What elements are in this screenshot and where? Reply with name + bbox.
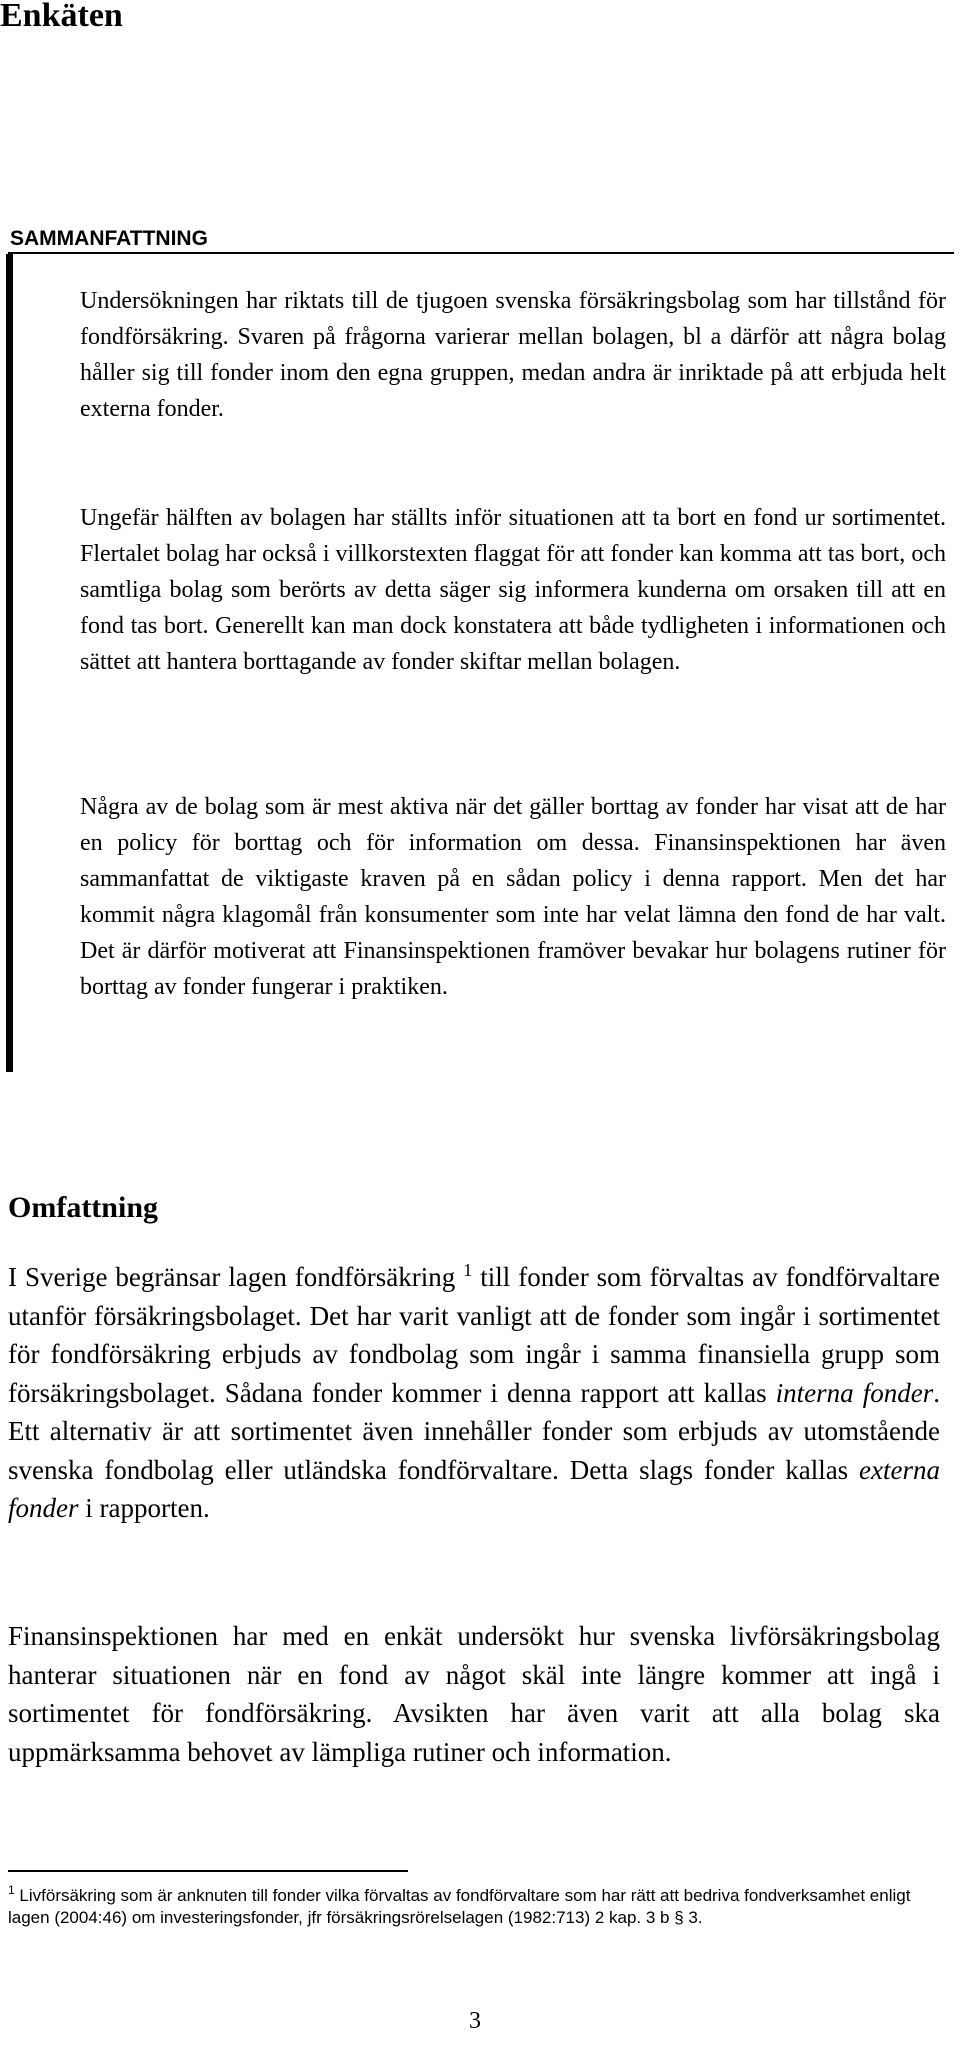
page-number: 3	[469, 2008, 481, 2034]
summary-paragraph-1: Undersökningen har riktats till de tjugoen svenska försäkringsbolag som har tillstånd för fondförsäkring. Svaren på frågorna varierar mellan bolagen, bl a därför att några bolag håller sig till fonder inom den egna gruppen, medan andra är inriktade på att erbjuda helt externa fonder.	[80, 288, 946, 422]
footnote	[8, 1885, 944, 1929]
scope-text-start: I Sverige begränsar lagen fondförsäkring	[8, 1262, 456, 1292]
scope-text-middle: till fonder som förvaltas av fondförvaltare utanför försäkringsbolaget. Det har varit vanligt att de fonder som ingår i sortimentet för fondförsäkring erbjuds av fondbolag som ingår i samma finansiella grupp som försäkringsbolaget. Sådana fonder kommer i denna rapport att kallas	[8, 1262, 940, 1408]
scope-text-end: i rapporten.	[78, 1493, 210, 1523]
summary-paragraph-2: Ungefär hälften av bolagen har ställts inför situationen att ta bort en fond ur sortimentet. Flertalet bolag har också i villkorstexten flaggat för att fonder kan komma att tas bort, och samtliga bolag som berörts av detta säger sig informera kunderna om orsaken till att en fond tas bort. Generellt kan man dock konstatera att både tydligheten i informationen och sättet att hantera borttagande av fonder skiftar mellan bolagen.	[80, 505, 946, 675]
footnote-text: Livförsäkring som är anknuten till fonder vilka förvaltas av fondförvaltare som har rätt att bedriva fondverksamhet enligt lagen (2004:46) om investeringsfonder, jfr försäkringsrörelselagen (1982:713) 2 kap. 3 b § 3.	[8, 1886, 911, 1927]
summary-paragraph-3: Några av de bolag som är mest aktiva när det gäller borttag av fonder har visat att de har en policy för borttag och för information om dessa. Finansinspektionen har även sammanfattat de viktigaste kraven på en sådan policy i denna rapport. Men det har kommit några klagomål från konsumenter som inte har velat lämna den fond de har valt. Det är därför motiverat att Finansinspektionen framöver bevakar hur bolagens rutiner för borttag av fonder fungerar i praktiken.	[80, 794, 946, 1000]
summary-top-rule	[8, 252, 954, 254]
scope-paragraph-2: Finansinspektionen har med en enkät undersökt hur svenska livförsäkringsbolag hanterar situationen när en fond av något skäl inte längre kommer att ingå i sortimentet för fondförsäkring. Avsikten har även varit att alla bolag ska uppmärksamma behovet av lämpliga rutiner och information.	[8, 1621, 940, 1767]
footnote-reference: 1	[463, 1260, 473, 1280]
term-interna-fonder: interna fonder	[775, 1377, 934, 1408]
summary-heading: SAMMANFATTNING	[10, 227, 208, 250]
scope-heading: Omfattning	[8, 1191, 158, 1224]
term-externa-fonder: externa fonder	[8, 1454, 940, 1523]
footnote-rule	[8, 1870, 408, 1872]
footnote-marker: 1	[8, 1883, 15, 1897]
summary-side-bar	[6, 254, 13, 1072]
page-title: Enkäten	[0, 0, 123, 34]
scope-text-after-internal: . Ett alternativ är att sortimentet även innehåller fonder som erbjuds av utomstående svenska fondbolag eller utländska fondförvaltare. Detta slags fonder kallas	[8, 1377, 940, 1485]
scope-paragraph-1	[8, 1258, 940, 1528]
